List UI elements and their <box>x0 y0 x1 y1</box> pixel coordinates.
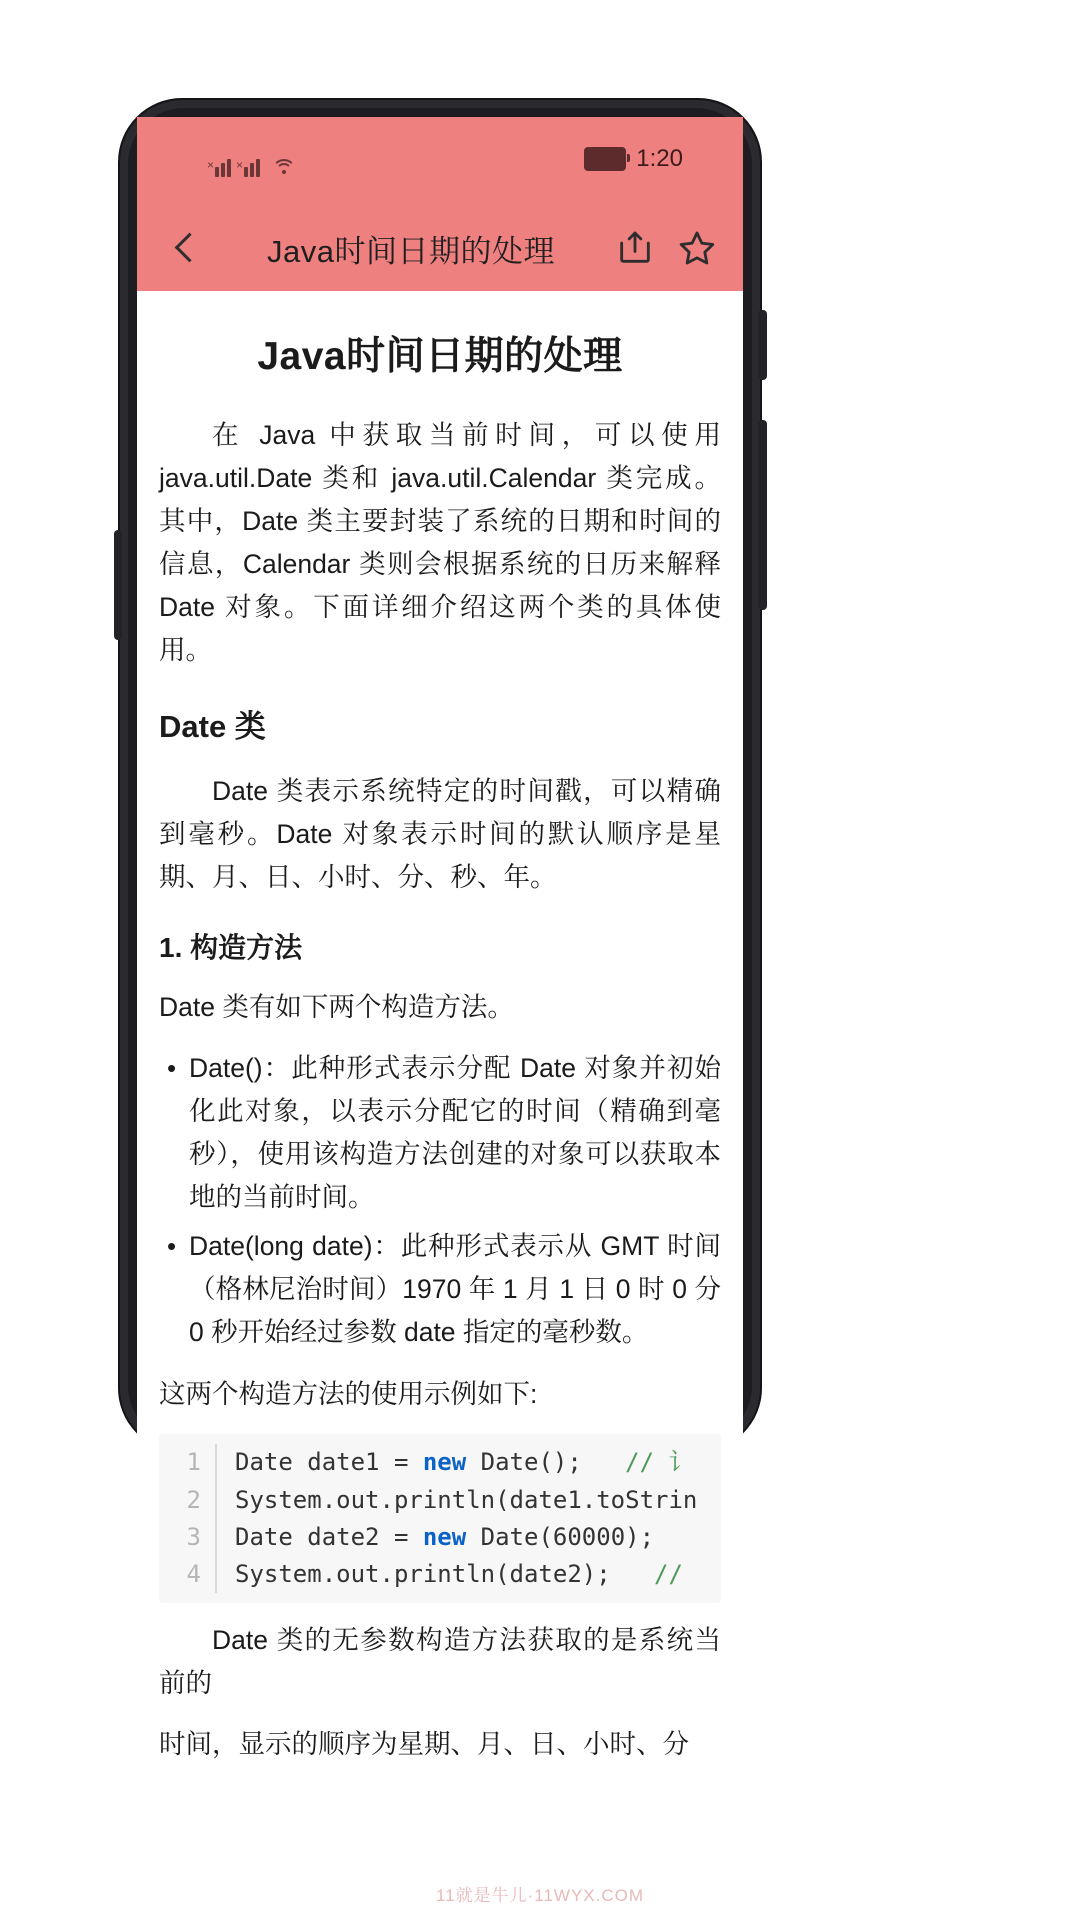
code-text-middle: Date(60000); <box>466 1522 655 1551</box>
power-button[interactable] <box>758 310 767 380</box>
phone-screen <box>137 117 743 1759</box>
code-line <box>159 1482 721 1519</box>
code-text-prefix: Date date1 = <box>235 1448 423 1477</box>
status-bar-right <box>584 145 683 173</box>
article-title: Java时间日期的处理 <box>257 335 623 378</box>
watermark-text: 11就是牛儿·11WYX.COM <box>435 1886 645 1905</box>
code-text-middle: Date(); <box>466 1448 626 1477</box>
code-text-prefix: System.out.println(date2); <box>235 1559 655 1588</box>
app-bar-actions <box>615 228 717 268</box>
side-button-left[interactable] <box>114 530 122 640</box>
tail-paragraph-clipped: 时间，显示的顺序为星期、月、日、小时、分 <box>159 1728 689 1759</box>
code-line-number: 1 <box>186 1448 201 1477</box>
code-gutter-divider <box>215 1556 217 1593</box>
code-gutter-divider <box>215 1444 217 1481</box>
list-item: • Date()：此种形式表示分配 Date 对象并初始化此对象，以表示分配它的时间（精确到毫秒），使用该构造方法创建的对象可以获取本地的当前时间。 <box>189 1047 721 1219</box>
code-line-number: 3 <box>186 1522 201 1551</box>
page-title: Java时间日期的处理 <box>267 233 555 269</box>
volume-button[interactable] <box>758 420 767 610</box>
app-bar <box>137 205 743 291</box>
code-line-number: 2 <box>186 1485 201 1514</box>
list-item: • Date(long date)：此种形式表示从 GMT 时间（格林尼治时间）1970 年 1 月 1 日 0 时 0 分 0 秒开始经过参数 date 指定的毫秒数。 <box>189 1225 721 1354</box>
code-line-text <box>235 1482 697 1519</box>
signal-bars-icon-secondary: × <box>244 159 266 177</box>
wifi-icon <box>273 159 295 177</box>
share-icon[interactable] <box>615 228 655 268</box>
code-line <box>159 1519 721 1556</box>
article-content[interactable] <box>137 325 743 1759</box>
code-intro-paragraph: 这两个构造方法的使用示例如下: <box>159 1379 538 1410</box>
code-line-text <box>235 1444 693 1481</box>
code-gutter-divider <box>215 1482 217 1519</box>
subsection-paragraph-constructors: Date 类有如下两个构造方法。 <box>159 992 514 1023</box>
status-bar <box>137 117 743 205</box>
code-line <box>159 1556 721 1593</box>
code-line <box>159 1444 721 1481</box>
code-comment: // 讠 <box>625 1448 693 1477</box>
back-chevron-icon[interactable] <box>163 226 207 270</box>
code-line-number: 4 <box>186 1559 201 1588</box>
signal-bars-icon: × <box>215 159 237 177</box>
article-intro-paragraph: 在 Java 中获取当前时间，可以使用 java.util.Date 类和 java.util.Calendar 类完成。其中，Date 类主要封装了系统的日期和时间的信息，Calendar 类则会根据系统的日历来解释 Date 对象。下面详细介绍这两个类的具体使用。 <box>159 420 721 665</box>
status-bar-left <box>207 147 295 177</box>
code-comment: // <box>654 1559 683 1588</box>
constructor-bullet-list <box>159 1047 721 1353</box>
code-text-prefix: System.out.println(date1.toStrin <box>235 1485 698 1514</box>
code-text-prefix: Date date2 = <box>235 1522 423 1551</box>
code-keyword: new <box>422 1448 467 1477</box>
tail-paragraph: Date 类的无参数构造方法获取的是系统当前的 <box>159 1625 721 1699</box>
code-line-text <box>235 1519 654 1556</box>
star-outline-icon[interactable] <box>677 228 717 268</box>
code-line-text <box>235 1556 683 1593</box>
code-keyword: new <box>422 1522 467 1551</box>
section-paragraph-date-class: Date 类表示系统特定的时间戳，可以精确到毫秒。Date 对象表示时间的默认顺序是星期、月、日、小时、分、秒、年。 <box>159 775 721 892</box>
code-block[interactable] <box>159 1434 721 1603</box>
code-gutter-divider <box>215 1519 217 1556</box>
subsection-heading-constructors: 1. 构造方法 <box>159 931 303 963</box>
section-heading-date-class: Date 类 <box>159 708 266 744</box>
battery-full-icon <box>584 147 626 171</box>
status-bar-clock: 1:20 <box>636 145 683 172</box>
phone-device-frame <box>120 100 760 1759</box>
